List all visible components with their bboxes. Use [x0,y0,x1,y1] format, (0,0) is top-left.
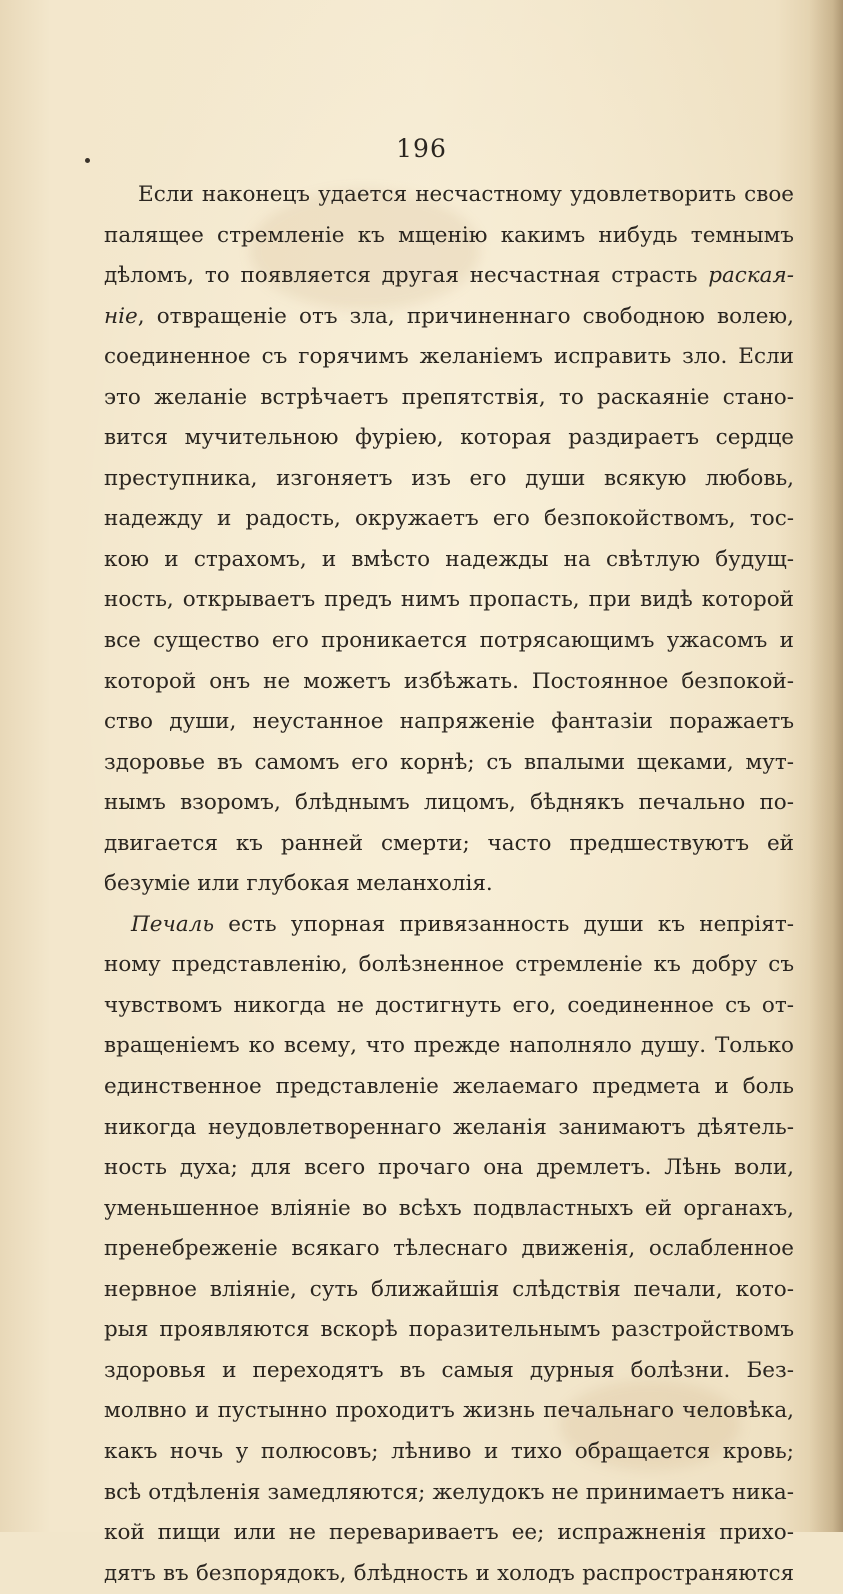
text-line [104,1026,794,1067]
text-segment: ность, открываетъ предъ нимъ пропасть, при видѣ которой [104,587,794,613]
text-segment: здоровья и переходятъ въ самыя дурныя болѣзни. Без- [104,1357,794,1383]
text-segment: молвно и пустынно проходитъ жизнь печальнаго человѣка, [104,1398,794,1424]
italic-term: Печаль [131,911,215,937]
text-line [104,945,794,986]
text-segment: дѣломъ, то появляется другая несчастная страсть [104,263,709,289]
text-line [104,1270,794,1311]
italic-term: раская- [708,263,794,289]
text-segment: которой онъ не можетъ избѣжать. Постоянное безпокой- [104,668,794,694]
page-number: 196 [396,134,447,163]
text-segment: уменьшенное вліяніе во всѣхъ подвластныхъ ей органахъ, [104,1195,794,1221]
text-segment: нервное вліяніе, суть ближайшія слѣдствія печали, кото- [104,1276,794,1302]
page-gutter-shadow [809,0,843,1532]
text-line [104,1473,794,1514]
text-segment: рыя проявляются вскорѣ поразительнымъ разстройствомъ [104,1317,794,1343]
text-segment: соединенное съ горячимъ желаніемъ исправить зло. Если [104,344,794,370]
text-segment: всѣ отдѣленія замедляются; желудокъ не принимаетъ никa- [104,1479,794,1505]
text-segment: здоровье въ самомъ его корнѣ; съ впалыми щеками, мут- [104,749,794,775]
text-segment: ство души, неустанное напряженіе фантазіи поражаетъ [104,709,794,735]
text-segment: единственное представленіе желаемаго предмета и боль [104,1074,794,1100]
text-line [104,175,794,216]
text-line [104,297,794,338]
text-line [104,662,794,703]
text-line [104,540,794,581]
text-line [104,418,794,459]
text-line [104,378,794,419]
italic-term: ніе [104,303,138,329]
text-line [104,864,794,905]
text-segment: кой пищи или не перевариваетъ ее; испражненія прихо- [104,1520,794,1546]
text-line [104,1108,794,1149]
text-line [104,824,794,865]
text-line [104,1310,794,1351]
text-line [104,1067,794,1108]
text-segment: двигается къ ранней смерти; часто предшествуютъ ей [104,830,794,856]
text-segment: вится мучительною фуріею, которая раздираетъ сердце [104,425,794,451]
text-segment: пренебреженіе всякаго тѣлеснаго движенія, ослабленное [104,1236,794,1262]
text-segment: надежду и радость, окружаетъ его безпокойствомъ, тос- [104,506,794,532]
text-line [104,1391,794,1432]
text-segment: кою и страхомъ, и вмѣсто надежды на свѣтлую будущ- [104,546,794,572]
text-segment: есть упорная привязанность души къ непріят- [214,911,794,937]
text-segment: безуміе или глубокая меланхолія. [104,871,493,897]
text-line [104,1148,794,1189]
text-line [104,905,794,946]
text-line [104,459,794,500]
text-line [104,1189,794,1230]
text-segment: какъ ночь у полюсовъ; лѣниво и тихо обращается кровь; [104,1438,794,1464]
text-line [104,702,794,743]
text-segment: это желаніе встрѣчаетъ препятствія, то раскаяніе стано- [104,384,794,410]
text-line [104,783,794,824]
text-segment: , отвращеніе отъ зла, причиненнаго свободною волею, [137,303,794,329]
text-segment: ность духа; для всего прочаго она дремлетъ. Лѣнь воли, [104,1155,794,1181]
text-line [104,986,794,1027]
text-line [104,1351,794,1392]
text-segment: никогда неудовлетвореннаго желанія занимаютъ дѣятель- [104,1114,794,1140]
text-segment: палящее стремленіе къ мщенію какимъ нибудь темнымъ [104,222,794,248]
text-line [104,216,794,257]
text-line [104,1513,794,1554]
text-line [104,256,794,297]
text-line [104,580,794,621]
text-segment: ному представленію, болѣзненное стремленіе къ добру съ [104,952,794,978]
text-line [104,743,794,784]
text-line [104,621,794,662]
text-segment: все существо его проникается потрясающимъ ужасомъ и [104,628,794,654]
text-line [104,337,794,378]
body-text [104,175,794,1594]
text-segment: нымъ взоромъ, блѣднымъ лицомъ, бѣднякъ печально по- [104,790,794,816]
text-segment: чувствомъ никогда не достигнуть его, соединенное съ от- [104,992,794,1018]
text-line [104,499,794,540]
text-segment: преступника, изгоняетъ изъ его души всякую любовь, [104,465,794,491]
text-line [104,1432,794,1473]
text-line [104,1554,794,1594]
text-line [104,1229,794,1270]
text-segment: вращеніемъ ко всему, что прежде наполняло душу. Только [104,1033,794,1059]
text-segment: дятъ въ безпорядокъ, блѣдность и холодъ распространяются [104,1560,794,1586]
text-segment: Если наконецъ удается несчастному удовлетворить свое [138,182,794,207]
